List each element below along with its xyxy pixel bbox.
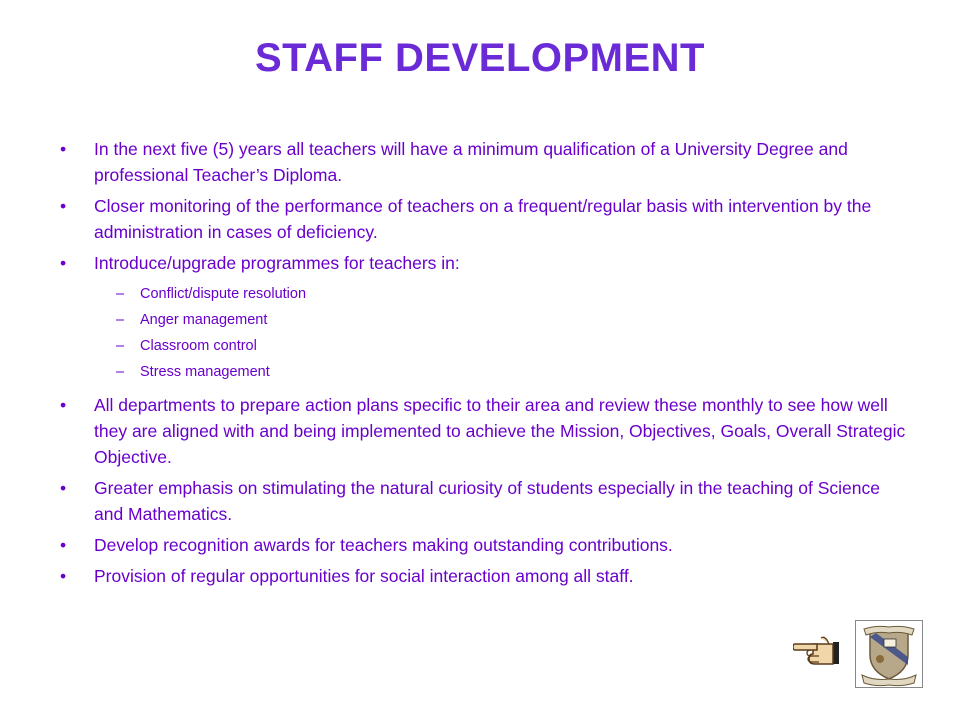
crest-book <box>884 639 896 647</box>
sub-bullet-text: Anger management <box>140 312 268 328</box>
slide-content <box>60 136 910 594</box>
bullet-item <box>60 136 910 188</box>
school-crest-icon <box>855 620 923 688</box>
bullet-item <box>60 563 910 589</box>
bullet-marker: • <box>60 139 67 159</box>
pointing-hand-icon[interactable] <box>793 632 843 672</box>
hand-thumb <box>821 637 829 644</box>
hand-finger <box>793 644 817 650</box>
bullet-item <box>60 532 910 558</box>
sub-bullet-text: Classroom control <box>140 338 257 354</box>
sub-bullet-marker: – <box>116 312 125 328</box>
bullet-marker: • <box>60 566 67 586</box>
sub-bullet-item <box>60 284 910 304</box>
pointing-hand-icon[interactable] <box>793 632 843 672</box>
bullet-marker: • <box>60 196 67 216</box>
bullet-marker: • <box>60 395 67 415</box>
sub-bullet-list <box>60 284 910 382</box>
sub-bullet-marker: – <box>116 364 125 380</box>
sub-bullet-text: Stress management <box>140 364 270 380</box>
bullet-marker: • <box>60 253 67 273</box>
bullet-text: All departments to prepare action plans specific to their area and review these monthly to see how well they are aligned with and being implemented to achieve the Mission, Objectives, Goals, Overall Strategic Objective. <box>94 395 906 467</box>
bullet-text: Greater emphasis on stimulating the natural curiosity of students especially in the teaching of Science and Mathematics. <box>94 478 880 524</box>
sub-bullet-item <box>60 362 910 382</box>
sub-bullet-item <box>60 310 910 330</box>
bullet-item <box>60 193 910 245</box>
bullet-text: Develop recognition awards for teachers making outstanding contributions. <box>94 535 673 555</box>
sub-bullet-marker: – <box>116 338 125 354</box>
bullet-text: Provision of regular opportunities for social interaction among all staff. <box>94 566 634 586</box>
bullet-item <box>60 392 910 470</box>
crest-emblem <box>876 655 884 663</box>
sub-bullet-marker: – <box>116 286 125 302</box>
bullet-text: Introduce/upgrade programmes for teachers in: <box>94 253 460 273</box>
sub-bullet-text: Conflict/dispute resolution <box>140 286 307 302</box>
bullet-marker: • <box>60 535 67 555</box>
slide-title: STAFF DEVELOPMENT <box>255 36 705 80</box>
bullet-item <box>60 250 910 276</box>
bullet-item <box>60 475 910 527</box>
sub-bullet-item <box>60 336 910 356</box>
hand-cuff <box>833 642 839 664</box>
bullet-text: In the next five (5) years all teachers will have a minimum qualification of a University Degree and professional Teacher’s Diploma. <box>94 139 848 185</box>
bullet-text: Closer monitoring of the performance of teachers on a frequent/regular basis with intervention by the administration in cases of deficiency. <box>94 196 872 242</box>
school-crest-icon <box>856 621 922 687</box>
bullet-marker: • <box>60 478 67 498</box>
